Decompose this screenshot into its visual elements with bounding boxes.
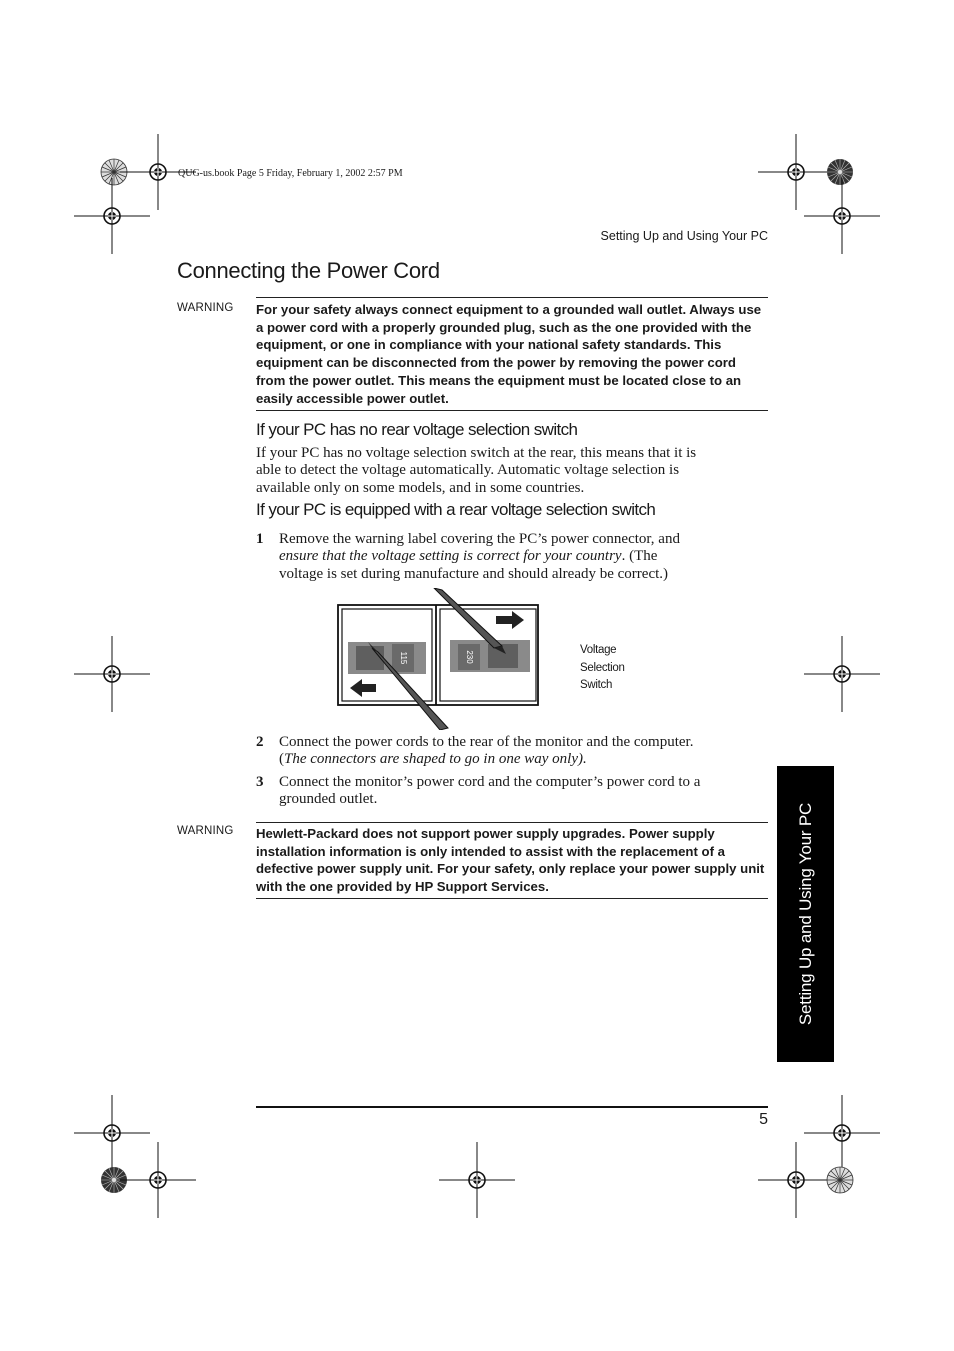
step-paren: ( <box>279 751 284 768</box>
step-number: 1 <box>256 531 264 547</box>
body-line: available only on some models, and in some countries. <box>256 479 585 496</box>
page-title: Connecting the Power Cord <box>177 258 440 283</box>
warning-line: For your safety always connect equipment to a grounded wall outlet. Always use <box>256 302 762 317</box>
warning-line: equipment, or one in compliance with your national safety standards. This <box>256 337 722 353</box>
step-number: 2 <box>256 734 264 750</box>
callout-line: Switch <box>580 679 613 691</box>
warning-line: easily accessible power outlet. <box>256 390 449 406</box>
print-stamp: QUG-us.book Page 5 Friday, February 1, 2002 2:57 PM <box>178 168 403 179</box>
step-line: Connect the monitor’s power cord and the computer’s power cord to a <box>279 774 701 790</box>
warning-line: equipment can be disconnected from the power by removing the power cord <box>256 355 736 371</box>
subsection-body <box>256 445 776 497</box>
warning-line: Hewlett-Packard does not support power supply upgrades. Power supply <box>256 826 715 841</box>
voltage-label-230: 230 <box>464 650 474 664</box>
warning-box <box>256 822 768 899</box>
running-header: Setting Up and Using Your PC <box>600 229 768 243</box>
step-line <box>279 548 779 565</box>
step-text <box>279 774 779 809</box>
figure-callout <box>580 642 625 695</box>
warning-line: a power cord with a properly grounded plug, such as the one provided with the <box>256 319 752 335</box>
step-emphasis: ensure that the voltage setting is correct for your country <box>279 548 622 565</box>
warning-box <box>256 297 768 411</box>
body-line: If your PC has no voltage selection switch at the rear, this means that it is <box>256 445 697 461</box>
chapter-side-tab <box>777 766 834 1062</box>
callout-line: Voltage <box>580 644 617 656</box>
footer-rule <box>256 1106 768 1108</box>
switch-knob-right <box>488 644 518 668</box>
warning-label: WARNING <box>177 825 234 837</box>
step-line: voltage is set during manufacture and should already be correct.) <box>279 565 669 582</box>
step-line: Connect the power cords to the rear of the monitor and the computer. <box>279 734 694 750</box>
voltage-switch-figure <box>336 588 548 730</box>
warning-line: with the one provided by HP Support Services. <box>256 879 549 895</box>
subsection-heading: If your PC is equipped with a rear voltage selection switch <box>256 500 656 519</box>
subsection-heading: If your PC has no rear voltage selection switch <box>256 420 578 439</box>
warning-line: installation information is only intended to assist with the replacement of a <box>256 843 725 859</box>
step-line: grounded outlet. <box>279 791 378 808</box>
voltage-label-115: 115 <box>398 651 408 665</box>
body-line: able to detect the voltage automatically. Automatic voltage selection is <box>256 462 680 479</box>
page-number: 5 <box>759 1111 768 1128</box>
step-text <box>279 734 779 769</box>
step-line <box>279 751 779 768</box>
warning-line: defective power supply unit. For your safety, only replace your power supply unit <box>256 861 765 877</box>
warning-line: from the power outlet. This means the equipment must be located close to an <box>256 372 742 388</box>
step-line-rest: . (The <box>621 548 658 565</box>
warning-label: WARNING <box>177 302 234 314</box>
step-emphasis: The connectors are shaped to go in one way only). <box>284 751 587 768</box>
callout-line: Selection <box>580 661 625 674</box>
step-text <box>279 531 779 583</box>
step-number: 3 <box>256 774 264 790</box>
side-tab-label: Setting Up and Using Your PC <box>795 802 815 1026</box>
step-line: Remove the warning label covering the PC’s power connector, and <box>279 531 680 547</box>
